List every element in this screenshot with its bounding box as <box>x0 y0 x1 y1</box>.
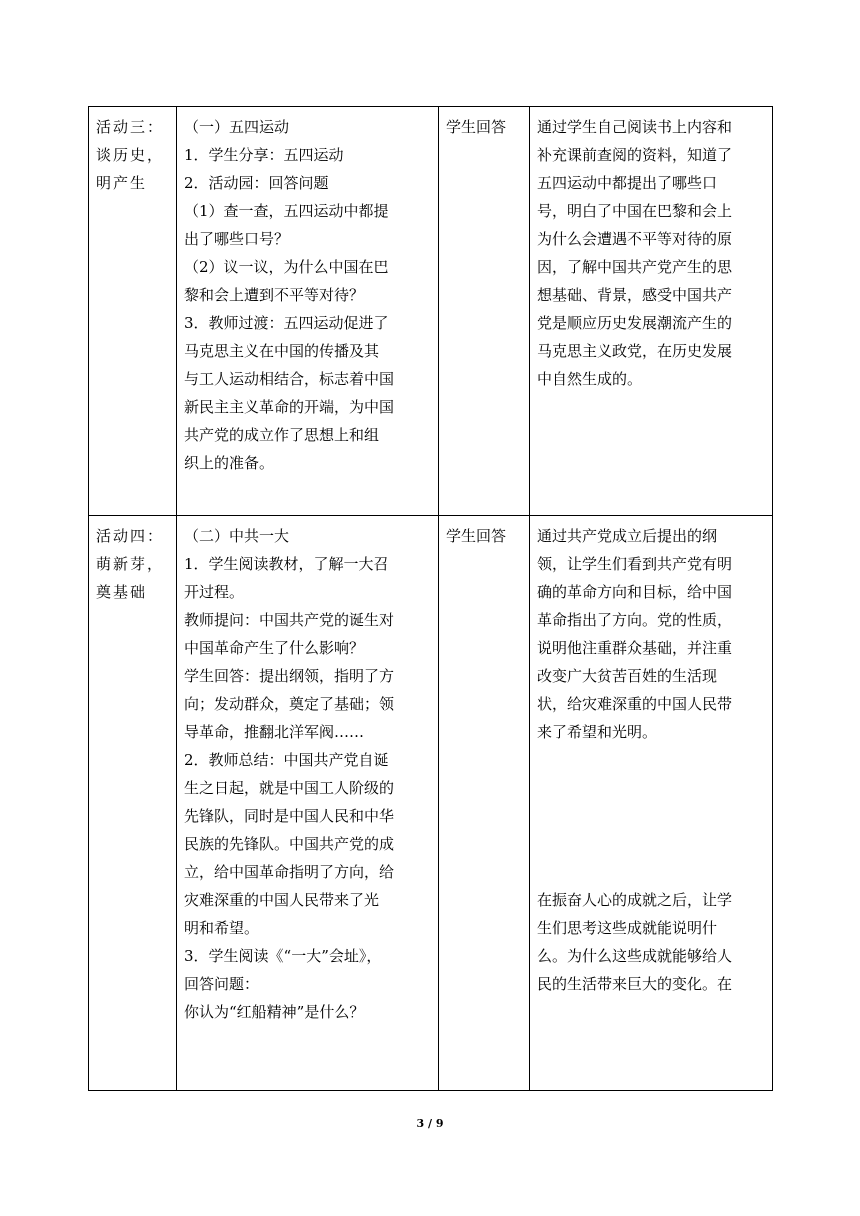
process-line: 明和希望。 <box>184 919 260 937</box>
process-line: 织上的准备。 <box>184 454 275 472</box>
process-line: 2．教师总结：中国共产党自诞 <box>184 751 389 769</box>
intent-line: 么。为什么这些成就能够给人 <box>537 947 733 965</box>
process-line: 开过程。 <box>184 583 245 601</box>
activity-line: 谈历史， <box>96 146 165 164</box>
process-line: 1．学生分享：五四运动 <box>184 146 344 164</box>
process-line: 黎和会上遭到不平等对待？ <box>184 286 365 304</box>
student-activity: 学生回答 <box>446 527 507 545</box>
process-line: 与工人运动相结合，标志着中国 <box>184 370 395 388</box>
activity-line: 活动四： <box>96 527 165 545</box>
process-line: 回答问题： <box>184 975 260 993</box>
process-line: 3．学生阅读《“一大”会址》， <box>184 947 382 965</box>
process-line: 生之日起，就是中国工人阶级的 <box>184 779 395 797</box>
intent-line: 改变广大贫苦百姓的生活现 <box>537 667 718 685</box>
process-line: （1）查一查，五四运动中都提 <box>184 202 389 220</box>
intent-line: 通过共产党成立后提出的纲 <box>537 527 718 545</box>
intent-line: 补充课前查阅的资料，知道了 <box>537 146 733 164</box>
page-number: 3 / 9 <box>416 1117 444 1130</box>
process-line: 你认为“红船精神”是什么？ <box>184 1003 365 1021</box>
activity-line: 活动三： <box>96 118 165 136</box>
activity-line: 萌新芽， <box>96 555 165 573</box>
process-line: 立，给中国革命指明了方向，给 <box>184 863 395 881</box>
intent-line: 状，给灾难深重的中国人民带 <box>537 695 733 713</box>
intent-line: 领，让学生们看到共产党有明 <box>537 555 733 573</box>
intent-line: 在振奋人心的成就之后，让学 <box>537 891 733 909</box>
process-line: 向；发动群众，奠定了基础；领 <box>184 695 395 713</box>
intent-line: 想基础、背景，感受中国共产 <box>537 286 733 304</box>
intent-cell <box>530 516 773 1091</box>
lesson-plan-table <box>88 106 773 1091</box>
intent-line: 马克思主义政党，在历史发展 <box>537 342 733 360</box>
table-row <box>89 107 773 516</box>
intent-line: 为什么会遭遇不平等对待的原 <box>537 230 733 248</box>
intent-line: 革命指出了方向。党的性质， <box>537 611 733 629</box>
process-line: （2）议一议，为什么中国在巴 <box>184 258 389 276</box>
process-line: （二）中共一大 <box>184 527 290 545</box>
process-line: （一）五四运动 <box>184 118 290 136</box>
process-line: 3．教师过渡：五四运动促进了 <box>184 314 389 332</box>
spacer <box>537 746 765 886</box>
activity-line: 奠基础 <box>96 583 148 601</box>
process-cell <box>177 107 439 516</box>
activity-line: 明产生 <box>96 174 148 192</box>
table-row <box>89 516 773 1091</box>
activity-cell <box>89 516 177 1091</box>
intent-line: 说明他注重群众基础，并注重 <box>537 639 733 657</box>
intent-line: 民的生活带来巨大的变化。在 <box>537 975 733 993</box>
intent-line: 党是顺应历史发展潮流产生的 <box>537 314 733 332</box>
process-line: 共产党的成立作了思想上和组 <box>184 426 380 444</box>
process-cell <box>177 516 439 1091</box>
intent-line: 通过学生自己阅读书上内容和 <box>537 118 733 136</box>
intent-cell <box>530 107 773 516</box>
intent-line: 号，明白了中国在巴黎和会上 <box>537 202 733 220</box>
intent-line: 来了希望和光明。 <box>537 723 658 741</box>
process-line: 出了哪些口号？ <box>184 230 290 248</box>
student-cell <box>439 516 530 1091</box>
process-line: 民族的先锋队。中国共产党的成 <box>184 835 395 853</box>
intent-line: 因，了解中国共产党产生的思 <box>537 258 733 276</box>
process-line: 2．活动园：回答问题 <box>184 174 329 192</box>
process-line: 教师提问：中国共产党的诞生对 <box>184 611 395 629</box>
activity-cell <box>89 107 177 516</box>
process-line: 马克思主义在中国的传播及其 <box>184 342 380 360</box>
student-cell <box>439 107 530 516</box>
process-line: 新民主主义革命的开端，为中国 <box>184 398 395 416</box>
process-line: 1．学生阅读教材，了解一大召 <box>184 555 389 573</box>
process-line: 学生回答：提出纲领，指明了方 <box>184 667 395 685</box>
intent-line: 确的革命方向和目标，给中国 <box>537 583 733 601</box>
process-line: 灾难深重的中国人民带来了光 <box>184 891 380 909</box>
intent-line: 生们思考这些成就能说明什 <box>537 919 718 937</box>
process-line: 导革命，推翻北洋军阀…… <box>184 723 365 741</box>
intent-line: 五四运动中都提出了哪些口 <box>537 174 718 192</box>
student-activity: 学生回答 <box>446 118 507 136</box>
process-line: 中国革命产生了什么影响？ <box>184 639 365 657</box>
intent-line: 中自然生成的。 <box>537 370 643 388</box>
process-line: 先锋队，同时是中国人民和中华 <box>184 807 395 825</box>
